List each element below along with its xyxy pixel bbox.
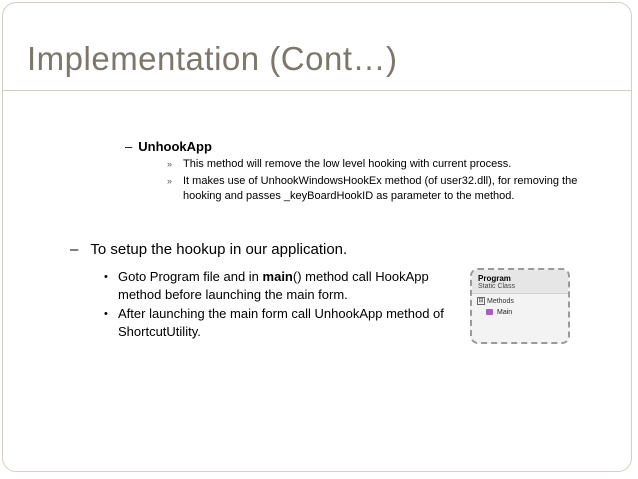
setup-label: To setup the hookup in our application.: [90, 241, 348, 258]
bullet-marker: »: [167, 176, 173, 186]
bullet-marker: »: [167, 159, 173, 169]
method-item: [472, 308, 568, 316]
unhookapp-bullet-2: [167, 174, 578, 204]
title-divider: [3, 90, 631, 91]
method-icon: [486, 309, 493, 315]
unhookapp-heading: [125, 139, 212, 154]
bullet-text: It makes use of UnhookWindowsHookEx method (of user32.dll), for removing the hooking and passes _keyBoardHookID as parameter to the method.: [183, 175, 578, 202]
class-diagram-card: [470, 268, 570, 344]
methods-section: [472, 294, 568, 308]
point-text: After launching the main form call UnhookApp method of ShortcutUtility.: [118, 306, 444, 339]
point-text-after: () method call HookApp method before launching the main form.: [118, 269, 429, 302]
slide-title: Implementation (Cont…): [27, 40, 398, 77]
unhookapp-label: UnhookApp: [138, 139, 212, 154]
bullet-text: This method will remove the low level hooking with current process.: [183, 158, 512, 170]
bullet-marker: •: [104, 271, 108, 283]
dash-marker: –: [70, 241, 79, 258]
setup-heading: [70, 241, 347, 258]
point-text-bold: main: [262, 269, 293, 284]
dash-marker: –: [125, 139, 133, 154]
class-type: Static Class: [478, 283, 515, 290]
class-name: Program: [478, 274, 511, 283]
unhookapp-bullet-1: [167, 157, 563, 172]
setup-point-1: [104, 268, 468, 304]
collapse-icon: ⊟: [478, 298, 484, 304]
setup-point-2: [104, 305, 468, 341]
bullet-marker: •: [104, 308, 108, 320]
methods-label: Methods: [487, 297, 514, 305]
point-text-before: Goto Program file and in: [118, 269, 263, 284]
method-name: Main: [497, 309, 513, 316]
class-header: [472, 270, 568, 294]
